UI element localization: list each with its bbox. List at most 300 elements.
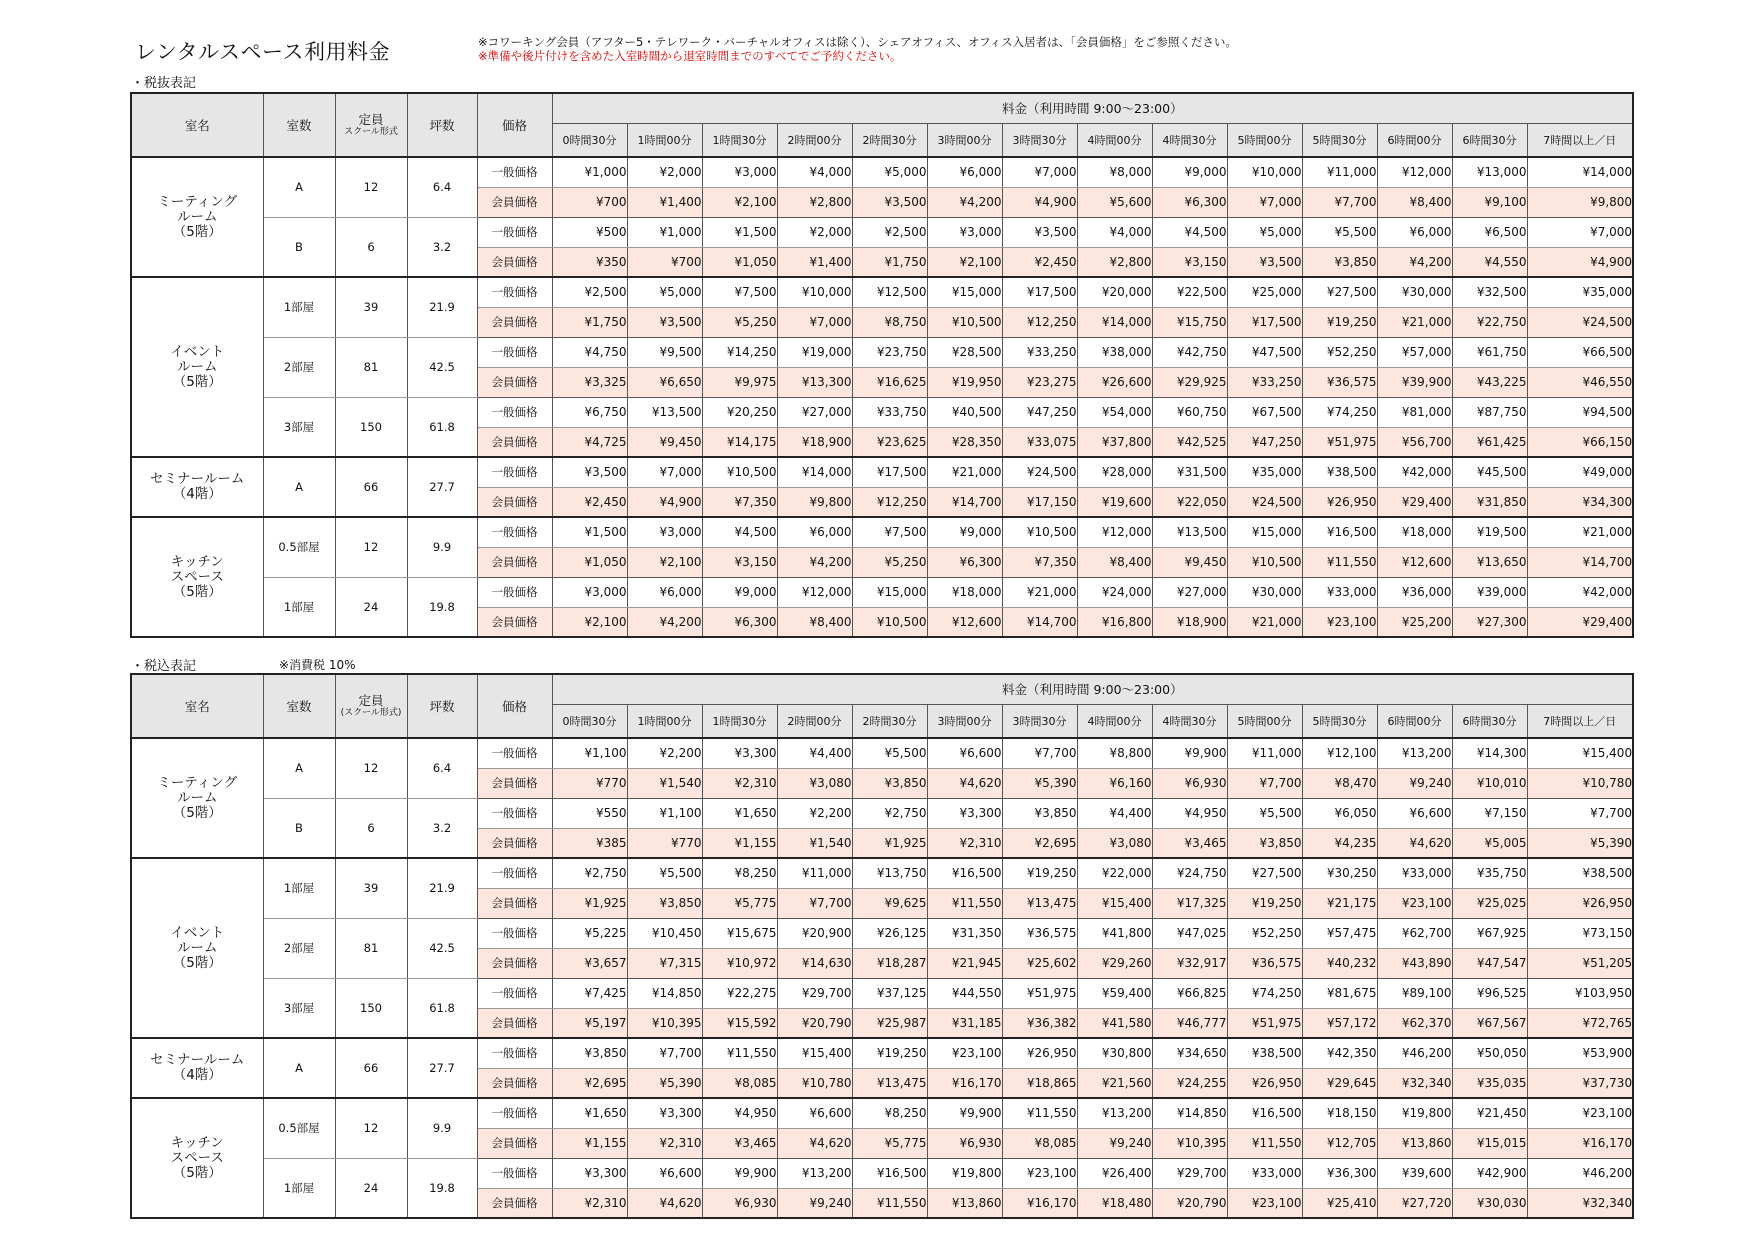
price-cell: ¥4,900 — [1527, 247, 1633, 277]
price-cell: ¥9,450 — [627, 427, 702, 457]
page-title: レンタルスペース利用料金 — [135, 40, 390, 64]
price-cell: ¥38,500 — [1527, 858, 1633, 888]
price-cell: ¥21,945 — [927, 948, 1002, 978]
price-cell: ¥61,425 — [1452, 427, 1527, 457]
price-cell: ¥3,465 — [702, 1128, 777, 1158]
price-cell: ¥7,000 — [1002, 157, 1077, 187]
price-cell: ¥25,200 — [1377, 607, 1452, 637]
price-cell: ¥40,500 — [927, 397, 1002, 427]
price-cell: ¥22,050 — [1152, 487, 1227, 517]
price-cell: ¥29,700 — [1152, 1158, 1227, 1188]
price-cell: ¥26,125 — [852, 918, 927, 948]
price-type-label: 会員価格 — [477, 768, 552, 798]
price-cell: ¥5,500 — [627, 858, 702, 888]
price-cell: ¥30,030 — [1452, 1188, 1527, 1218]
price-cell: ¥23,100 — [1227, 1188, 1302, 1218]
price-cell: ¥5,390 — [1527, 828, 1633, 858]
price-cell: ¥10,500 — [702, 457, 777, 487]
room-name-line: ルーム — [177, 939, 218, 956]
header-count: 室数 — [263, 93, 335, 157]
price-cell: ¥39,600 — [1377, 1158, 1452, 1188]
room-count-cell: 0.5部屋 — [263, 1098, 335, 1158]
room-count-cell: 1部屋 — [263, 577, 335, 637]
price-type-label: 会員価格 — [477, 487, 552, 517]
price-cell: ¥3,850 — [1302, 247, 1377, 277]
price-cell: ¥9,240 — [777, 1188, 852, 1218]
price-cell: ¥19,250 — [852, 1038, 927, 1068]
capacity-cell: 12 — [335, 1098, 407, 1158]
price-cell: ¥8,000 — [1077, 157, 1152, 187]
tax-included-label: ・税込表記 — [131, 659, 197, 674]
price-cell: ¥10,450 — [627, 918, 702, 948]
capacity-cell: 81 — [335, 918, 407, 978]
price-row-general — [131, 1098, 1633, 1128]
price-cell: ¥6,000 — [1377, 217, 1452, 247]
room-name-line: （5階） — [172, 1164, 222, 1181]
price-cell: ¥10,010 — [1452, 768, 1527, 798]
table-header — [131, 93, 1633, 157]
price-cell: ¥9,000 — [927, 517, 1002, 547]
table-body — [131, 157, 1633, 637]
price-cell: ¥700 — [627, 247, 702, 277]
price-cell: ¥35,000 — [1227, 457, 1302, 487]
price-cell: ¥24,500 — [1227, 487, 1302, 517]
price-cell: ¥33,000 — [1302, 577, 1377, 607]
time-header: 1時間30分 — [702, 704, 777, 738]
price-cell: ¥13,650 — [1452, 547, 1527, 577]
price-cell: ¥94,500 — [1527, 397, 1633, 427]
price-cell: ¥21,175 — [1302, 888, 1377, 918]
price-cell: ¥11,550 — [702, 1038, 777, 1068]
price-cell: ¥11,550 — [1227, 1128, 1302, 1158]
price-cell: ¥350 — [552, 247, 627, 277]
price-cell: ¥770 — [552, 768, 627, 798]
area-cell: 3.2 — [407, 217, 477, 277]
price-cell: ¥57,000 — [1377, 337, 1452, 367]
price-cell: ¥62,700 — [1377, 918, 1452, 948]
price-cell: ¥1,750 — [852, 247, 927, 277]
price-cell: ¥23,100 — [1302, 607, 1377, 637]
room-name-cell — [131, 858, 263, 1038]
price-cell: ¥13,860 — [1377, 1128, 1452, 1158]
price-cell: ¥770 — [627, 828, 702, 858]
room-name-line: （4階） — [172, 1067, 222, 1083]
price-cell: ¥22,275 — [702, 978, 777, 1008]
price-cell: ¥16,170 — [1002, 1188, 1077, 1218]
header-fee: 料金（利用時間 9:00～23:00） — [552, 674, 1633, 704]
price-row-general — [131, 577, 1633, 607]
room-name-line: ミーティング — [157, 193, 238, 210]
price-cell: ¥2,100 — [927, 247, 1002, 277]
price-cell: ¥37,730 — [1527, 1068, 1633, 1098]
price-cell: ¥47,250 — [1002, 397, 1077, 427]
time-header: 5時間00分 — [1227, 704, 1302, 738]
price-cell: ¥10,500 — [927, 307, 1002, 337]
price-type-label: 会員価格 — [477, 187, 552, 217]
price-cell: ¥1,500 — [702, 217, 777, 247]
price-cell: ¥66,825 — [1152, 978, 1227, 1008]
price-cell: ¥3,080 — [777, 768, 852, 798]
capacity-cell: 24 — [335, 1158, 407, 1218]
price-cell: ¥29,645 — [1302, 1068, 1377, 1098]
price-cell: ¥12,600 — [927, 607, 1002, 637]
price-cell: ¥44,550 — [927, 978, 1002, 1008]
price-cell: ¥23,100 — [1002, 1158, 1077, 1188]
price-cell: ¥22,500 — [1152, 277, 1227, 307]
price-cell: ¥1,000 — [552, 157, 627, 187]
price-cell: ¥27,000 — [1152, 577, 1227, 607]
price-cell: ¥14,250 — [702, 337, 777, 367]
price-cell: ¥25,410 — [1302, 1188, 1377, 1218]
price-cell: ¥1,000 — [627, 217, 702, 247]
price-cell: ¥500 — [552, 217, 627, 247]
price-cell: ¥9,000 — [1152, 157, 1227, 187]
room-name-line: ミーティング — [157, 774, 238, 791]
price-cell: ¥5,225 — [552, 918, 627, 948]
price-cell: ¥7,000 — [777, 307, 852, 337]
price-cell: ¥3,850 — [552, 1038, 627, 1068]
price-cell: ¥23,100 — [1527, 1098, 1633, 1128]
price-cell: ¥53,900 — [1527, 1038, 1633, 1068]
price-cell: ¥37,125 — [852, 978, 927, 1008]
price-cell: ¥2,500 — [852, 217, 927, 247]
room-count-cell: B — [263, 798, 335, 858]
table-header — [131, 674, 1633, 738]
price-cell: ¥32,340 — [1527, 1188, 1633, 1218]
price-cell: ¥43,225 — [1452, 367, 1527, 397]
price-cell: ¥24,500 — [1527, 307, 1633, 337]
time-header: 2時間00分 — [777, 123, 852, 157]
price-row-general — [131, 397, 1633, 427]
price-cell: ¥47,025 — [1152, 918, 1227, 948]
capacity-cell: 39 — [335, 858, 407, 918]
price-cell: ¥23,625 — [852, 427, 927, 457]
price-cell: ¥1,650 — [552, 1098, 627, 1128]
price-cell: ¥27,000 — [777, 397, 852, 427]
price-cell: ¥36,300 — [1302, 1158, 1377, 1188]
price-cell: ¥2,000 — [777, 217, 852, 247]
price-cell: ¥34,650 — [1152, 1038, 1227, 1068]
price-cell: ¥9,900 — [1152, 738, 1227, 768]
price-cell: ¥32,500 — [1452, 277, 1527, 307]
price-cell: ¥6,600 — [627, 1158, 702, 1188]
price-cell: ¥14,630 — [777, 948, 852, 978]
price-cell: ¥45,500 — [1452, 457, 1527, 487]
price-cell: ¥2,450 — [1002, 247, 1077, 277]
price-type-label: 一般価格 — [477, 1098, 552, 1128]
price-cell: ¥13,750 — [852, 858, 927, 888]
capacity-cell: 12 — [335, 738, 407, 798]
price-cell: ¥3,000 — [702, 157, 777, 187]
price-cell: ¥15,015 — [1452, 1128, 1527, 1158]
price-cell: ¥30,800 — [1077, 1038, 1152, 1068]
price-cell: ¥36,000 — [1377, 577, 1452, 607]
price-cell: ¥10,500 — [1227, 547, 1302, 577]
price-cell: ¥74,250 — [1227, 978, 1302, 1008]
price-cell: ¥38,500 — [1302, 457, 1377, 487]
price-type-label: 一般価格 — [477, 858, 552, 888]
price-cell: ¥3,300 — [552, 1158, 627, 1188]
price-cell: ¥7,000 — [627, 457, 702, 487]
time-header: 2時間30分 — [852, 123, 927, 157]
price-table-tax-excluded — [130, 92, 1634, 638]
price-cell: ¥11,550 — [852, 1188, 927, 1218]
room-name-line: （5階） — [172, 954, 222, 971]
price-cell: ¥16,500 — [927, 858, 1002, 888]
price-cell: ¥47,250 — [1227, 427, 1302, 457]
price-row-general — [131, 798, 1633, 828]
price-cell: ¥20,900 — [777, 918, 852, 948]
price-cell: ¥13,860 — [927, 1188, 1002, 1218]
price-cell: ¥12,600 — [1377, 547, 1452, 577]
price-cell: ¥6,160 — [1077, 768, 1152, 798]
price-cell: ¥1,100 — [552, 738, 627, 768]
price-cell: ¥87,750 — [1452, 397, 1527, 427]
price-cell: ¥1,050 — [552, 547, 627, 577]
tax-excluded-label: ・税抜表記 — [131, 76, 197, 91]
price-cell: ¥4,620 — [777, 1128, 852, 1158]
price-cell: ¥1,925 — [852, 828, 927, 858]
price-cell: ¥9,975 — [702, 367, 777, 397]
price-cell: ¥33,000 — [1377, 858, 1452, 888]
price-cell: ¥2,200 — [777, 798, 852, 828]
price-cell: ¥10,000 — [1227, 157, 1302, 187]
price-cell: ¥3,300 — [627, 1098, 702, 1128]
price-row-general — [131, 918, 1633, 948]
price-cell: ¥19,500 — [1452, 517, 1527, 547]
price-row-general — [131, 277, 1633, 307]
price-cell: ¥4,500 — [702, 517, 777, 547]
price-row-general — [131, 1158, 1633, 1188]
price-cell: ¥24,750 — [1152, 858, 1227, 888]
capacity-cell: 81 — [335, 337, 407, 397]
price-cell: ¥1,540 — [777, 828, 852, 858]
price-cell: ¥36,575 — [1227, 948, 1302, 978]
price-cell: ¥16,170 — [1527, 1128, 1633, 1158]
price-cell: ¥19,250 — [1227, 888, 1302, 918]
time-header: 5時間30分 — [1302, 123, 1377, 157]
room-count-cell: 2部屋 — [263, 918, 335, 978]
price-cell: ¥49,000 — [1527, 457, 1633, 487]
price-cell: ¥7,425 — [552, 978, 627, 1008]
price-cell: ¥18,900 — [1152, 607, 1227, 637]
time-header: 3時間30分 — [1002, 704, 1077, 738]
price-row-general — [131, 337, 1633, 367]
time-header: 6時間30分 — [1452, 704, 1527, 738]
price-cell: ¥8,250 — [702, 858, 777, 888]
price-type-label: 一般価格 — [477, 577, 552, 607]
price-type-label: 会員価格 — [477, 1188, 552, 1218]
price-cell: ¥26,400 — [1077, 1158, 1152, 1188]
time-header: 3時間00分 — [927, 704, 1002, 738]
price-cell: ¥8,750 — [852, 307, 927, 337]
time-header: 4時間30分 — [1152, 704, 1227, 738]
header-area: 坪数 — [407, 93, 477, 157]
price-cell: ¥3,080 — [1077, 828, 1152, 858]
price-cell: ¥18,900 — [777, 427, 852, 457]
price-cell: ¥60,750 — [1152, 397, 1227, 427]
price-cell: ¥2,200 — [627, 738, 702, 768]
price-cell: ¥11,550 — [1002, 1098, 1077, 1128]
header-capacity-sub: スクール形式 — [344, 127, 398, 137]
price-cell: ¥7,700 — [627, 1038, 702, 1068]
price-cell: ¥46,200 — [1377, 1038, 1452, 1068]
price-cell: ¥4,950 — [702, 1098, 777, 1128]
price-row-general — [131, 858, 1633, 888]
price-cell: ¥12,500 — [852, 277, 927, 307]
price-cell: ¥15,592 — [702, 1008, 777, 1038]
price-cell: ¥5,500 — [1302, 217, 1377, 247]
price-cell: ¥13,475 — [852, 1068, 927, 1098]
capacity-cell: 12 — [335, 157, 407, 217]
price-cell: ¥25,000 — [1227, 277, 1302, 307]
price-cell: ¥14,000 — [1077, 307, 1152, 337]
price-cell: ¥13,200 — [777, 1158, 852, 1188]
price-cell: ¥9,800 — [1527, 187, 1633, 217]
room-name-line: キッチン — [170, 1134, 224, 1151]
header-capacity — [335, 674, 407, 738]
room-name-cell — [131, 517, 263, 637]
price-cell: ¥3,850 — [852, 768, 927, 798]
price-cell: ¥4,400 — [1077, 798, 1152, 828]
price-cell: ¥14,000 — [1527, 157, 1633, 187]
price-type-label: 一般価格 — [477, 798, 552, 828]
price-type-label: 会員価格 — [477, 307, 552, 337]
price-cell: ¥32,340 — [1377, 1068, 1452, 1098]
price-cell: ¥7,500 — [852, 517, 927, 547]
price-cell: ¥61,750 — [1452, 337, 1527, 367]
price-cell: ¥8,250 — [852, 1098, 927, 1128]
price-cell: ¥15,000 — [1227, 517, 1302, 547]
price-cell: ¥10,500 — [1002, 517, 1077, 547]
price-cell: ¥3,500 — [552, 457, 627, 487]
price-cell: ¥39,000 — [1452, 577, 1527, 607]
price-cell: ¥9,240 — [1377, 768, 1452, 798]
price-row-general — [131, 217, 1633, 247]
room-count-cell: 3部屋 — [263, 978, 335, 1038]
price-cell: ¥5,000 — [1227, 217, 1302, 247]
price-cell: ¥8,400 — [777, 607, 852, 637]
price-cell: ¥7,500 — [702, 277, 777, 307]
capacity-cell: 12 — [335, 517, 407, 577]
price-cell: ¥4,200 — [777, 547, 852, 577]
price-cell: ¥17,500 — [852, 457, 927, 487]
time-header: 7時間以上／日 — [1527, 123, 1633, 157]
price-cell: ¥42,750 — [1152, 337, 1227, 367]
price-cell: ¥4,200 — [927, 187, 1002, 217]
price-cell: ¥26,600 — [1077, 367, 1152, 397]
price-cell: ¥7,350 — [1002, 547, 1077, 577]
price-cell: ¥15,400 — [777, 1038, 852, 1068]
price-cell: ¥7,700 — [777, 888, 852, 918]
price-cell: ¥11,000 — [1227, 738, 1302, 768]
price-cell: ¥33,750 — [852, 397, 927, 427]
price-cell: ¥5,000 — [627, 277, 702, 307]
price-type-label: 一般価格 — [477, 457, 552, 487]
price-cell: ¥5,500 — [852, 738, 927, 768]
price-cell: ¥5,775 — [852, 1128, 927, 1158]
price-cell: ¥36,575 — [1302, 367, 1377, 397]
price-cell: ¥36,575 — [1002, 918, 1077, 948]
price-cell: ¥4,725 — [552, 427, 627, 457]
price-cell: ¥11,000 — [777, 858, 852, 888]
price-type-label: 会員価格 — [477, 1128, 552, 1158]
room-count-cell: A — [263, 738, 335, 798]
price-type-label: 一般価格 — [477, 337, 552, 367]
room-count-cell: A — [263, 457, 335, 517]
price-cell: ¥30,250 — [1302, 858, 1377, 888]
price-cell: ¥3,000 — [552, 577, 627, 607]
room-name-line: ルーム — [177, 208, 218, 225]
price-type-label: 会員価格 — [477, 948, 552, 978]
price-cell: ¥51,975 — [1302, 427, 1377, 457]
price-cell: ¥28,350 — [927, 427, 1002, 457]
price-cell: ¥51,975 — [1227, 1008, 1302, 1038]
price-cell: ¥17,500 — [1227, 307, 1302, 337]
header-room: 室名 — [131, 93, 263, 157]
area-cell: 9.9 — [407, 1098, 477, 1158]
price-type-label: 一般価格 — [477, 1038, 552, 1068]
price-cell: ¥2,750 — [852, 798, 927, 828]
room-count-cell: 0.5部屋 — [263, 517, 335, 577]
price-cell: ¥25,025 — [1452, 888, 1527, 918]
price-cell: ¥2,450 — [552, 487, 627, 517]
price-cell: ¥7,700 — [1302, 187, 1377, 217]
price-cell: ¥46,777 — [1152, 1008, 1227, 1038]
price-cell: ¥13,475 — [1002, 888, 1077, 918]
time-header: 5時間00分 — [1227, 123, 1302, 157]
price-cell: ¥2,100 — [702, 187, 777, 217]
time-header: 3時間00分 — [927, 123, 1002, 157]
price-cell: ¥13,000 — [1452, 157, 1527, 187]
price-cell: ¥13,500 — [627, 397, 702, 427]
room-name-line: イベント — [170, 343, 225, 360]
price-cell: ¥9,240 — [1077, 1128, 1152, 1158]
price-cell: ¥46,200 — [1527, 1158, 1633, 1188]
price-cell: ¥8,085 — [1002, 1128, 1077, 1158]
price-table-tax-included — [130, 673, 1634, 1219]
header-fee: 料金（利用時間 9:00～23:00） — [552, 93, 1633, 123]
price-cell: ¥9,900 — [702, 1158, 777, 1188]
price-cell: ¥3,500 — [1002, 217, 1077, 247]
price-cell: ¥7,700 — [1002, 738, 1077, 768]
price-cell: ¥27,720 — [1377, 1188, 1452, 1218]
price-cell: ¥18,000 — [1377, 517, 1452, 547]
price-cell: ¥19,250 — [1002, 858, 1077, 888]
price-cell: ¥3,850 — [627, 888, 702, 918]
price-cell: ¥6,000 — [927, 157, 1002, 187]
price-cell: ¥7,350 — [702, 487, 777, 517]
price-cell: ¥6,600 — [1377, 798, 1452, 828]
price-cell: ¥51,205 — [1527, 948, 1633, 978]
price-cell: ¥56,700 — [1377, 427, 1452, 457]
price-cell: ¥12,000 — [1377, 157, 1452, 187]
room-name-line: ルーム — [177, 789, 218, 806]
time-header: 6時間00分 — [1377, 704, 1452, 738]
price-cell: ¥52,250 — [1302, 337, 1377, 367]
price-row-general — [131, 457, 1633, 487]
price-cell: ¥14,850 — [1152, 1098, 1227, 1128]
price-cell: ¥32,917 — [1152, 948, 1227, 978]
capacity-cell: 39 — [335, 277, 407, 337]
room-name-cell — [131, 457, 263, 517]
price-cell: ¥31,350 — [927, 918, 1002, 948]
price-row-general — [131, 738, 1633, 768]
room-name-cell — [131, 157, 263, 277]
price-cell: ¥10,000 — [777, 277, 852, 307]
capacity-cell: 150 — [335, 978, 407, 1038]
price-cell: ¥2,100 — [627, 547, 702, 577]
